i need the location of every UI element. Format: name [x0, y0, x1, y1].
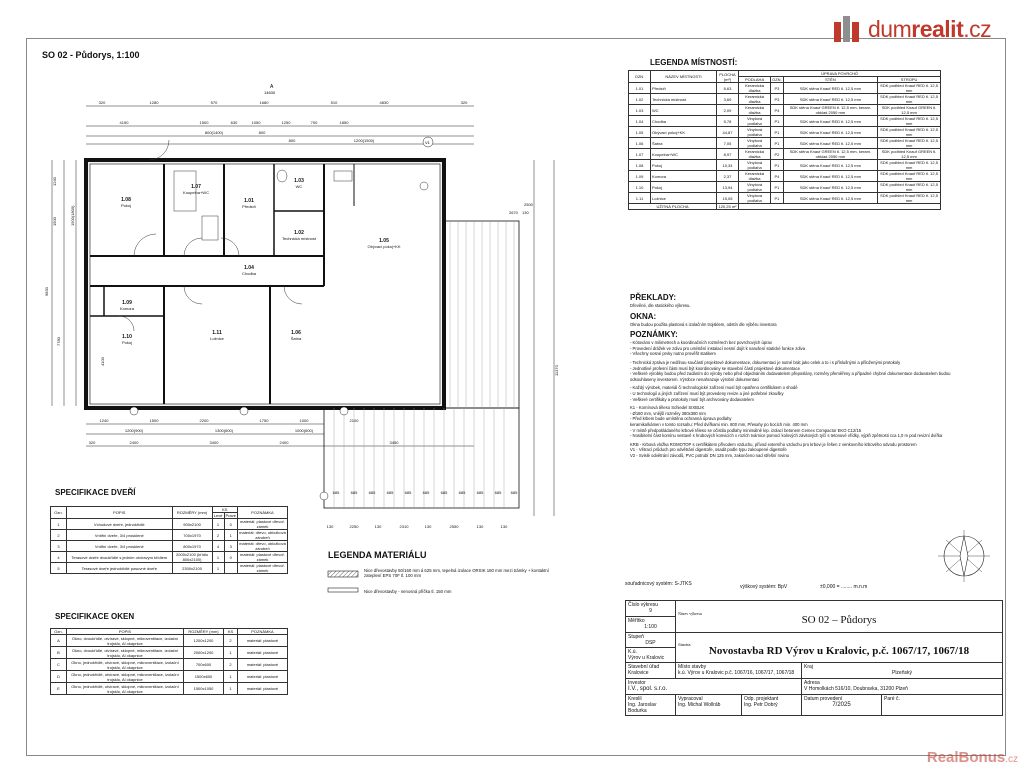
cell-right — [224, 563, 237, 574]
dim-text: 7780 — [56, 337, 61, 346]
cell-ceiling: SDK podhled Knauf RED tl. 12,5 mm — [878, 160, 941, 171]
material-legend-title: LEGENDA MATERIÁLU — [328, 550, 427, 560]
cell-size: 700x600 — [184, 659, 224, 671]
cell-ceiling: SDK podhled Knauf RED tl. 12,5 mm — [878, 171, 941, 182]
cell-note: materiál: dřevo, obložková zárubeň — [239, 541, 286, 551]
dim-text: 4150 — [119, 120, 129, 125]
dim-text: 685 — [458, 490, 466, 495]
dim-text: 130 — [522, 210, 529, 215]
cell-name: Pokoj — [651, 160, 717, 171]
house-logo-icon — [832, 14, 862, 44]
cell-ozn: P1 — [771, 138, 784, 149]
dim-text: 2500 — [524, 202, 533, 207]
dim-text: 1000 — [299, 418, 309, 423]
cell-ceiling: SDK podhled Knauf RED tl. 12,5 mm — [878, 182, 941, 193]
dim-text: 1500(1800) — [70, 205, 75, 226]
cell-desc: Vchodové dveře, jednokřídlé — [67, 519, 173, 530]
note-line: - Provedení drážek ve zdivu pro umístění instalací nesmí dojít k narušení statické funkce zdiva — [630, 345, 806, 351]
cell-floor: Keramická dlažba — [739, 94, 771, 105]
cell-floor: Keramická dlažba — [739, 105, 771, 116]
total-label: UŽITNÁ PLOCHA — [629, 204, 717, 210]
cell-size: 2000x2100 (křídlo 800x2100) — [172, 552, 212, 563]
dim-text: 685 — [350, 490, 358, 495]
dim-text: 1500 — [52, 217, 57, 226]
dim-text: 1240 — [99, 418, 109, 423]
cell-note: materiál: plastové — [238, 683, 288, 695]
note-line: - Ø180 mm, vnější rozměry 380x380 mm — [630, 410, 706, 416]
cell-floor: Vinylová podlaha — [739, 116, 771, 127]
cell-desc: Okno, dvoukřídlé, otvíravé, sklopné, mikroventilace, izolační trojsklo, Al okapnice — [67, 647, 184, 659]
cell-desc: Okno, jednokřídlé, otvíravé, sklopné, mikroventilace, izolační trojsklo, Al okapnice — [67, 683, 184, 695]
room-name: Technická místnost — [281, 236, 317, 241]
room-legend-row — [629, 83, 941, 94]
cell-floor: Vinylová podlaha — [739, 193, 771, 204]
cell-num: 4 — [51, 552, 67, 563]
room-number: 1.02 — [294, 230, 304, 236]
window-row — [51, 671, 288, 683]
dim-text: 685 — [404, 490, 412, 495]
cell-num: C — [51, 659, 67, 671]
room-name: Pokoj — [120, 203, 132, 208]
cell-ozn: P1 — [771, 127, 784, 138]
room-number: 1.06 — [291, 330, 301, 336]
cell-name: Ložnice — [651, 193, 717, 204]
cell-walls: SDK stěna Knauf RED tl. 12,5 mm — [783, 193, 877, 204]
cell-ozn: P1 — [771, 193, 784, 204]
dim-text: 1300(600) — [214, 428, 234, 433]
cell-name: Šatna — [651, 138, 717, 149]
room-legend-row — [629, 127, 941, 138]
cell-ceiling: SDK podhled Knauf GREEN tl. 12,5 mm — [878, 149, 941, 160]
cell-num: 1.06 — [629, 138, 651, 149]
room-name: Šatna — [290, 336, 302, 341]
dim-text: 2400 — [279, 440, 289, 445]
cell-ceiling: SDK podhled Knauf RED tl. 12,5 mm — [878, 127, 941, 138]
dim-text: 685 — [476, 490, 484, 495]
dim-text: 1500 — [149, 418, 159, 423]
cell-size: 700x1970 — [172, 530, 212, 541]
cell-num: 1.11 — [629, 193, 651, 204]
note-line: - Technická zpráva je nedílnou součástí projektové dokumentace, dokumentaci je nutné brát jako celek a to i s příslušnými a přiloženými protokoly — [630, 359, 901, 365]
cell-size: 800x1970 — [172, 541, 212, 552]
cell-desc: Terasové dveře jednokřídlé posuvné dveře — [67, 563, 173, 574]
title-block: Číslo výkresu 9 Název výkresu SO 02 – Půdorys Měřítko 1:100 Stupeň DSP Stavba Novostavba RD Výrov u Kralovic, p.č. 1067/17, 1067/18 K.ú. Výrov u Kralovic Stavební úřad Kralovice Místo stavby k.ú. Výrov u Kralovic p.č. 1067/16, 1067/17, 1067/18 Kraj Plzeňský Investor I.V., spol. s.r.o. Adresa V Homolkách 516/10, Doubravka, 31200 Plzeň Kreslil Ing. Jaroslav Bodurka Vypracoval Ing. Michal Wollráb Odp. projektant Ing. Petr Dobrý Datum provedení 7/2025 Paré č. — [625, 600, 1003, 716]
note-line: - Každý výrobek, materiál či technologické zařízení musí být opatřeno certifikátem o shodě — [630, 385, 798, 391]
cell-num: 1.03 — [629, 105, 651, 116]
zero-level: ±0,000 = ........ m.n.m — [820, 584, 868, 590]
dim-text: 3400 — [209, 440, 219, 445]
cell-right: 0 — [224, 552, 237, 563]
dim-text: 685 — [422, 490, 430, 495]
cell-note: materiál: plastové dřevoř. zámek — [238, 563, 288, 574]
dim-text: 1250 — [281, 120, 291, 125]
cell-num: 1.07 — [629, 149, 651, 160]
room-legend-row — [629, 149, 941, 160]
cell-num: 3 — [51, 541, 67, 552]
dim-text: 320 — [88, 440, 96, 445]
cell-walls: SDK stěna Knauf RED tl. 12,5 mm — [783, 182, 877, 193]
dim-text: 1750 — [259, 418, 269, 423]
drawing-name: Název výkresu SO 02 – Půdorys — [676, 601, 1003, 633]
dim-text: 685 — [494, 490, 502, 495]
dim-text: 800 — [288, 138, 296, 143]
preklady-title: PŘEKLADY: — [630, 293, 677, 302]
room-number: 1.11 — [212, 330, 222, 336]
room-legend-table: OZN. NÁZEV MÍSTNOSTI PLOCHA (m²) ÚPRAVA POVRCHŮ PODLAHA OZN. STĚN STROPU 1.01 Předsíň 6,63 Keramická dlažba P3 SDK stěna Knauf RED tl. 12,5 mm SDK podhled Knauf RED tl. 12,5 mm 1.02 Technická místnost 3,69 Keramická dlažba P3 SDK stěna Knauf RED tl. 12,5 mm SDK podhled Knauf RED tl. 12,5 mm 1.03 WC 2,09 Keramická dlažba P4 SDK stěna Knauf GREEN tl. 12,5 mm, keram. obklad 2050 mm SDK podhled Knauf GREEN tl. 12,5 mm 1.04 Chodba 5,78 Vinylová podlaha P1 SDK stěna Knauf RED tl. 12,5 mm SDK podhled Knauf RED tl. 12,5 mm 1.05 Obývací pokoj+KK 44,87 Vinylová podlaha P1 SDK stěna Knauf RED tl. 12,5 mm SDK podhled Knauf RED tl. 12,5 mm 1.06 Šatna 7,05 Vinylová podlaha P1 SDK stěna Knauf RED tl. 12,5 mm SDK podhled Knauf RED tl. 12,5 mm 1.07 Koupelna+WC 8,97 Keramická dlažba P2 SDK stěna Knauf GREEN tl. 12,5 mm, keram. obklad 2050 mm SDK podhled Knauf GREEN tl. 12,5 mm 1.08 Pokoj 10,34 Vinylová podlaha P1 SDK stěna Knauf RED tl. 12,5 mm SDK podhled Knauf RED tl. 12,5 mm 1.09 Komora 2,37 Keramická dlažba P4 SDK stěna Knauf RED tl. 12,5 mm SDK podhled Knauf RED tl. 12,5 mm 1.10 Pokoj 13,94 Vinylová podlaha P1 SDK stěna Knauf RED tl. 12,5 mm SDK podhled Knauf RED tl. 12,5 mm 1.11 Ložnice 15,05 Vinylová podlaha P1 SDK stěna Knauf RED tl. 12,5 mm SDK podhled Knauf RED tl. 12,5 mm UŽITNÁ PLOCHA 120,25 m² — [628, 70, 941, 210]
cell-left: 1 — [212, 563, 224, 574]
dim-text: 2250 — [349, 524, 359, 529]
north-arrow-icon — [928, 520, 1000, 592]
window-row — [51, 659, 288, 671]
cell-ks: 2 — [224, 659, 238, 671]
cell-walls: SDK stěna Knauf RED tl. 12,5 mm — [783, 116, 877, 127]
cell-desc: Okno, jednokřídlé, otvíravé, sklopné, mikroventilace, izolační trojsklo, Al okapnice — [67, 659, 184, 671]
cell-num: 1.08 — [629, 160, 651, 171]
cell-num: 1.05 — [629, 127, 651, 138]
dim-text: 1200(1500) — [353, 138, 375, 143]
door-row — [51, 552, 288, 563]
cell-ceiling: SDK podhled Knauf RED tl. 12,5 mm — [878, 116, 941, 127]
cell-ks: 1 — [224, 671, 238, 683]
note-line: V2 - Svislé odvětrání závodů, PVC potrubí DN 125 mm, zakončeno nad střešní rovinu — [630, 452, 789, 458]
cell-num: D — [51, 671, 67, 683]
room-name: Pokoj — [121, 340, 133, 345]
dim-text: 4830 — [379, 100, 389, 105]
cell-size: 1500x600 — [184, 671, 224, 683]
cell-left: 2 — [212, 530, 224, 541]
dim-text: 800(1400) — [204, 130, 224, 135]
cell-name: Chodba — [651, 116, 717, 127]
cell-ozn: P2 — [771, 149, 784, 160]
cell-note: materiál: dřevo, obložková zárubeň — [239, 530, 286, 540]
cell-area: 2,37 — [717, 171, 739, 182]
cell-desc: Okno, dvoukřídlé, otvíravé, sklopné, mikroventilace, izolační trojsklo, Al okapnice — [67, 635, 184, 647]
dim-text: 130 — [374, 524, 382, 529]
poznamky-title: POZNÁMKY: — [630, 330, 678, 340]
window-row — [51, 683, 288, 695]
cell-ceiling: SDK podhled Knauf RED tl. 12,5 mm — [878, 193, 941, 204]
dim-text: 1200(900) — [124, 428, 144, 433]
cell-num: A — [51, 635, 67, 647]
room-legend-row — [629, 182, 941, 193]
cell-size: 2000x1200 — [184, 647, 224, 659]
room-legend-row — [629, 138, 941, 149]
cell-ozn: P3 — [771, 83, 784, 94]
cell-desc: Vnitřní dveře, 3/4 prosklené — [67, 541, 173, 552]
room-name: Obývací pokoj+KK — [367, 244, 401, 249]
cell-area: 3,69 — [717, 94, 739, 105]
cell-ozn: P3 — [771, 94, 784, 105]
total-value: 120,25 m² — [718, 204, 737, 209]
cell-walls: SDK stěna Knauf RED tl. 12,5 mm — [783, 83, 877, 94]
room-number: 1.04 — [244, 265, 254, 271]
material-item-1: Nice dřevostavby 50/160 mm á 625 mm, tepelná izolace ORSIK 160 mm mezi trámky + kontaktní zateplení EPS 70F tl. 100 mm — [364, 568, 549, 579]
cell-num: 1.09 — [629, 171, 651, 182]
window-row — [51, 635, 288, 647]
cell-walls: SDK stěna Knauf GREEN tl. 12,5 mm, keram. obklad 2050 mm — [783, 149, 877, 160]
cell-ceiling: SDK podhled Knauf RED tl. 12,5 mm — [878, 94, 941, 105]
cell-name: WC — [651, 105, 717, 116]
note-line: - Veškeré certifikáty a protokoly musí být archivovány dodavatelem — [630, 396, 754, 402]
cell-ks: 1 — [224, 683, 238, 695]
cell-num: 2 — [51, 530, 67, 541]
room-name: WC — [295, 184, 303, 189]
note-line: - Před krbem bude umístěna ochranná úprava podlahy — [630, 416, 732, 422]
dim-text: 630 — [230, 120, 238, 125]
section-mark: A — [270, 84, 274, 90]
room-number: 1.03 — [294, 178, 304, 184]
cell-note: materiál: plastové — [238, 659, 288, 671]
cell-area: 2,09 — [717, 105, 739, 116]
cell-ceiling: SDK podhled Knauf GREEN tl. 12,5 mm — [878, 105, 941, 116]
note-line: V1 - Větrací průduch pro odvětrání digestoře, osadit podle typu zakoupené digestoře — [630, 447, 787, 453]
cell-ozn: P4 — [771, 105, 784, 116]
cell-ceiling: SDK podhled Knauf RED tl. 12,5 mm — [878, 138, 941, 149]
dim-text: 4100 — [100, 357, 105, 366]
cell-right: 0 — [224, 519, 237, 530]
cell-name: Obývací pokoj+KK — [651, 127, 717, 138]
logo-text: dumrealit.cz — [868, 15, 992, 42]
room-name: Komora — [119, 306, 135, 311]
cell-note: materiál: plastové — [238, 671, 288, 683]
window-row — [51, 647, 288, 659]
height-system: výškový systém: BpV — [740, 584, 788, 590]
room-legend-row — [629, 94, 941, 105]
cell-num: 5 — [51, 563, 67, 574]
axis-label: V1 — [425, 140, 430, 145]
cell-size: 900x2100 — [172, 519, 212, 530]
room-number: 1.10 — [122, 334, 132, 340]
room-number: 1.01 — [244, 198, 254, 204]
cell-floor: Vinylová podlaha — [739, 182, 771, 193]
cell-left: 4 — [212, 541, 224, 552]
dim-text: 2400 — [129, 440, 139, 445]
window-spec-title: SPECIFIKACE OKEN — [55, 612, 135, 621]
door-row — [51, 541, 288, 552]
dim-text: 800 — [258, 130, 266, 135]
material-swatches — [326, 568, 360, 598]
cell-ks: 1 — [224, 647, 238, 659]
note-line: - U technologií a jiných zařízení musí být provedeny revize a jiné potřebné zkoušky — [630, 390, 784, 396]
dim-text: 11370 — [554, 365, 559, 376]
door-spec-title: SPECIFIKACE DVEŘÍ — [55, 488, 136, 497]
cell-walls: SDK stěna Knauf RED tl. 12,5 mm — [783, 138, 877, 149]
cell-walls: SDK stěna Knauf RED tl. 12,5 mm — [783, 171, 877, 182]
cell-note: materiál: plastové — [238, 635, 288, 647]
cell-note: materiál: plastové dřevoř. zámek — [238, 519, 288, 530]
cell-area: 6,63 — [717, 83, 739, 94]
cell-note: materiál: plastové dřevoř. zámek — [238, 552, 288, 563]
cell-left: 1 — [212, 519, 224, 530]
room-legend-row — [629, 171, 941, 182]
dim-text: 685 — [332, 490, 340, 495]
realbonus-watermark: RealBonus.cz — [926, 749, 1018, 766]
dumrealit-logo[interactable] — [832, 12, 991, 46]
note-line: - Jednotlivé profesní části musí být koordinovány se stavební částí projektové dokumentace — [630, 365, 800, 371]
cell-area: 5,78 — [717, 116, 739, 127]
cell-num: 1.04 — [629, 116, 651, 127]
note-line: - Nosibitelní část komínu vestavě s hrubových konvicích v rozích tvárnice pomocí kolových závitových tyčí s tetonové vřídky, výplň zpětnosti cca 1,0 m pod revizní dvířka — [630, 433, 943, 439]
dim-text: 1500 — [199, 120, 209, 125]
cell-size: 1500x1050 — [184, 683, 224, 695]
coord-system: souřadnicový systém: S-JTKS — [625, 581, 692, 587]
preklady-text: Dřevěné, dle statického výkresu. — [630, 303, 691, 308]
dim-text: 130 — [424, 524, 432, 529]
note-line: KRB - Krbová vložka ROMOTOP s certifikátem přívodem vzduchu, přívod externího vzduchu pro krbovi je řešen z venkovního krbového odvodu prostorem — [630, 441, 917, 447]
cell-area: 13,94 — [717, 182, 739, 193]
cell-desc: Vnitřní dveře, 3/4 prosklené — [67, 530, 173, 541]
cell-name: Technická místnost — [651, 94, 717, 105]
cell-area: 8,97 — [717, 149, 739, 160]
section-dimension: 14630 — [264, 90, 276, 95]
building-name: Stavba Novostavba RD Výrov u Kralovic, p.č. 1067/17, 1067/18 — [676, 633, 1003, 663]
dim-text: 3450 — [389, 440, 399, 445]
note-line: - Všechny nosné prvky nutno prověřit statikem — [630, 351, 716, 357]
cell-name: Komora — [651, 171, 717, 182]
room-legend-row — [629, 193, 941, 204]
dim-text: 685 — [440, 490, 448, 495]
cell-walls: SDK stěna Knauf RED tl. 12,5 mm — [783, 160, 877, 171]
door-row — [51, 563, 288, 574]
dim-text: 130 — [326, 524, 334, 529]
dim-text: 570 — [210, 100, 218, 105]
room-legend-row — [629, 160, 941, 171]
room-number: 1.08 — [121, 197, 131, 203]
cell-ks: 2 — [224, 635, 238, 647]
cell-area: 44,87 — [717, 127, 739, 138]
cell-floor: Keramická dlažba — [739, 171, 771, 182]
dim-text: 9830 — [44, 287, 49, 296]
door-spec-table: Ozn. POPIS ROZMĚRY (mm) KS POZNÁMKA Levé Pravé 1 Vchodové dveře, jednokřídlé 900x2100 1 0 materiál: plastové dřevoř. zámek 2 Vnitřní dveře, 3/4 prosklené 700x1970 2 1 materiál: dřevo, obložková zárubeň 3 Vnitřní dveře, 3/4 prosklené 800x1970 4 3 materiál: dřevo, obložková zárubeň 4 Terasové dveře dvoukřídlé s jedním otvíravým křídlem 2000x2100 (křídlo 800x2100) 1 0 materiál: plastové dřevoř. zámek 5 Terasové dveře jednokřídlé posuvné dveře 2300x2100 1 materiál: plastové dřevoř. zámek — [50, 506, 288, 574]
cell-area: 10,34 — [717, 160, 739, 171]
cell-num: 1.02 — [629, 94, 651, 105]
cell-floor: Vinylová podlaha — [739, 160, 771, 171]
note-line: - V místě předpokládaného krbové těleso se očistila podlahy minimálně lep. izolací betonem Cemex Compactor EKO C12/15 — [630, 427, 862, 433]
dim-text: 130 — [500, 524, 508, 529]
cell-name: Koupelna+WC — [651, 149, 717, 160]
sheet-title: SO 02 - Půdorys, 1:100 — [42, 50, 140, 60]
dim-text: 685 — [368, 490, 376, 495]
cell-num: 1.10 — [629, 182, 651, 193]
cell-ozn: P1 — [771, 116, 784, 127]
cell-left: 1 — [212, 552, 224, 563]
window-spec-table: Ozn. POPIS ROZMĚRY (mm) KS POZNÁMKA A Okno, dvoukřídlé, otvíravé, sklopné, mikroventilace, izolační trojsklo, Al okapnice 1200x1200 2 materiál: plastové B Okno, dvoukřídlé, otvíravé, sklopné, mikroventilace, izolační trojsklo, Al okapnice 2000x1200 1 materiál: plastové C Okno, jednokřídlé, otvíravé, sklopné, mikroventilace, izolační trojsklo, Al okapnice 700x600 2 materiál: plastové D Okno, jednokřídlé, otvíravé, sklopné, mikroventilace, izolační trojsklo, Al okapnice 1500x600 1 materiál: plastové E Okno, jednokřídlé, otvíravé, sklopné, mikroventilace, izolační trojsklo, Al okapnice 1500x1050 1 materiál: plastové — [50, 628, 288, 695]
cell-size: 2300x2100 — [172, 563, 212, 574]
room-legend-row — [629, 116, 941, 127]
dim-text: 1000(600) — [294, 428, 314, 433]
cell-ozn: P1 — [771, 160, 784, 171]
room-number: 1.07 — [191, 184, 201, 190]
cell-num: 1 — [51, 519, 67, 530]
cell-right: 3 — [224, 541, 237, 552]
room-legend-row — [629, 105, 941, 116]
cell-walls: SDK stěna Knauf RED tl. 12,5 mm — [783, 127, 877, 138]
cell-name: Předsíň — [651, 83, 717, 94]
cell-num: E — [51, 683, 67, 695]
room-number: 1.09 — [122, 300, 132, 306]
floor-plan — [34, 76, 594, 546]
okna-title: OKNA: — [630, 311, 657, 321]
cell-area: 7,05 — [717, 138, 739, 149]
room-name: Chodba — [241, 271, 257, 276]
room-name: Koupelna+WC — [183, 190, 209, 195]
dim-text: 1850 — [339, 120, 349, 125]
cell-name: Pokoj — [651, 182, 717, 193]
okna-text: Okna budou použita plastová s izolačním trojsklem, odstín dle výběru investora — [630, 321, 777, 327]
cell-ozn: P4 — [771, 171, 784, 182]
cell-floor: Vinylová podlaha — [739, 127, 771, 138]
cell-floor: Keramická dlažba — [739, 83, 771, 94]
dim-text: 130 — [476, 524, 484, 529]
note-line: - Veškeré výrobky budou před zadáním do výroby nebo před objednáním dodavatelem přeposlány, rozměry přeměřeny a případné chybné dokumentace dodavatelem budou odsouhlaseny investorem. Výrobce nenahrazuje výrobní dokumentaci — [630, 371, 951, 382]
notes-block — [630, 290, 960, 458]
note-line: K1 - Komínová těleso Schiedel SIXBLIK — [630, 405, 705, 411]
door-row — [51, 530, 288, 541]
cell-walls: SDK stěna Knauf RED tl. 12,5 mm — [783, 94, 877, 105]
room-name: Předsíň — [242, 204, 256, 209]
dim-text: 2670 — [509, 210, 518, 215]
dim-text: 2310 — [399, 524, 409, 529]
cell-area: 15,05 — [717, 193, 739, 204]
door-row — [51, 519, 288, 530]
cell-ozn: P1 — [771, 182, 784, 193]
cell-ceiling: SDK podhled Knauf RED tl. 12,5 mm — [878, 83, 941, 94]
dim-text: 320 — [98, 100, 106, 105]
dim-text: 685 — [510, 490, 518, 495]
note-line: - Kótováno v milimetrech a koordinačních rozměrech bez povrchových úprav — [630, 340, 772, 346]
note-line: keramika/kámen v tomto rozsahu: Před dvířkami min. 800 mm, Přesahy po bocích min. 400 mm — [630, 421, 808, 427]
cell-desc: Okno, jednokřídlé, otvíravé, sklopné, mikroventilace, izolační trojsklo, Al okapnice — [67, 671, 184, 683]
cell-note: materiál: plastové — [238, 647, 288, 659]
cell-num: B — [51, 647, 67, 659]
room-number: 1.05 — [379, 238, 389, 244]
dim-text: 2100 — [349, 418, 359, 423]
dim-text: 1240 — [52, 177, 57, 186]
dim-text: 700 — [310, 120, 318, 125]
cell-num: 1.01 — [629, 83, 651, 94]
dim-text: 685 — [386, 490, 394, 495]
dim-text: 320 — [460, 100, 468, 105]
dim-text: 2550 — [449, 524, 459, 529]
cell-walls: SDK stěna Knauf GREEN tl. 12,5 mm, keram. obklad 2050 mm — [783, 105, 877, 116]
cell-right: 1 — [224, 530, 237, 541]
dim-text: 510 — [330, 100, 338, 105]
room-legend-title: LEGENDA MÍSTNOSTÍ: — [650, 58, 738, 67]
material-item-2: Nice dřevostavby - nenosná příčka tl. 150 mm — [364, 589, 452, 594]
cell-size: 1200x1200 — [184, 635, 224, 647]
cell-desc: Terasové dveře dvoukřídlé s jedním otvíravým křídlem — [67, 552, 173, 563]
dim-text: 1050 — [251, 120, 261, 125]
dim-text: 2200 — [199, 418, 209, 423]
dim-text: 1680 — [259, 100, 269, 105]
dim-text: 1280 — [149, 100, 159, 105]
cell-floor: Keramická dlažba — [739, 149, 771, 160]
cell-floor: Vinylová podlaha — [739, 138, 771, 149]
room-name: Ložnice — [210, 336, 224, 341]
